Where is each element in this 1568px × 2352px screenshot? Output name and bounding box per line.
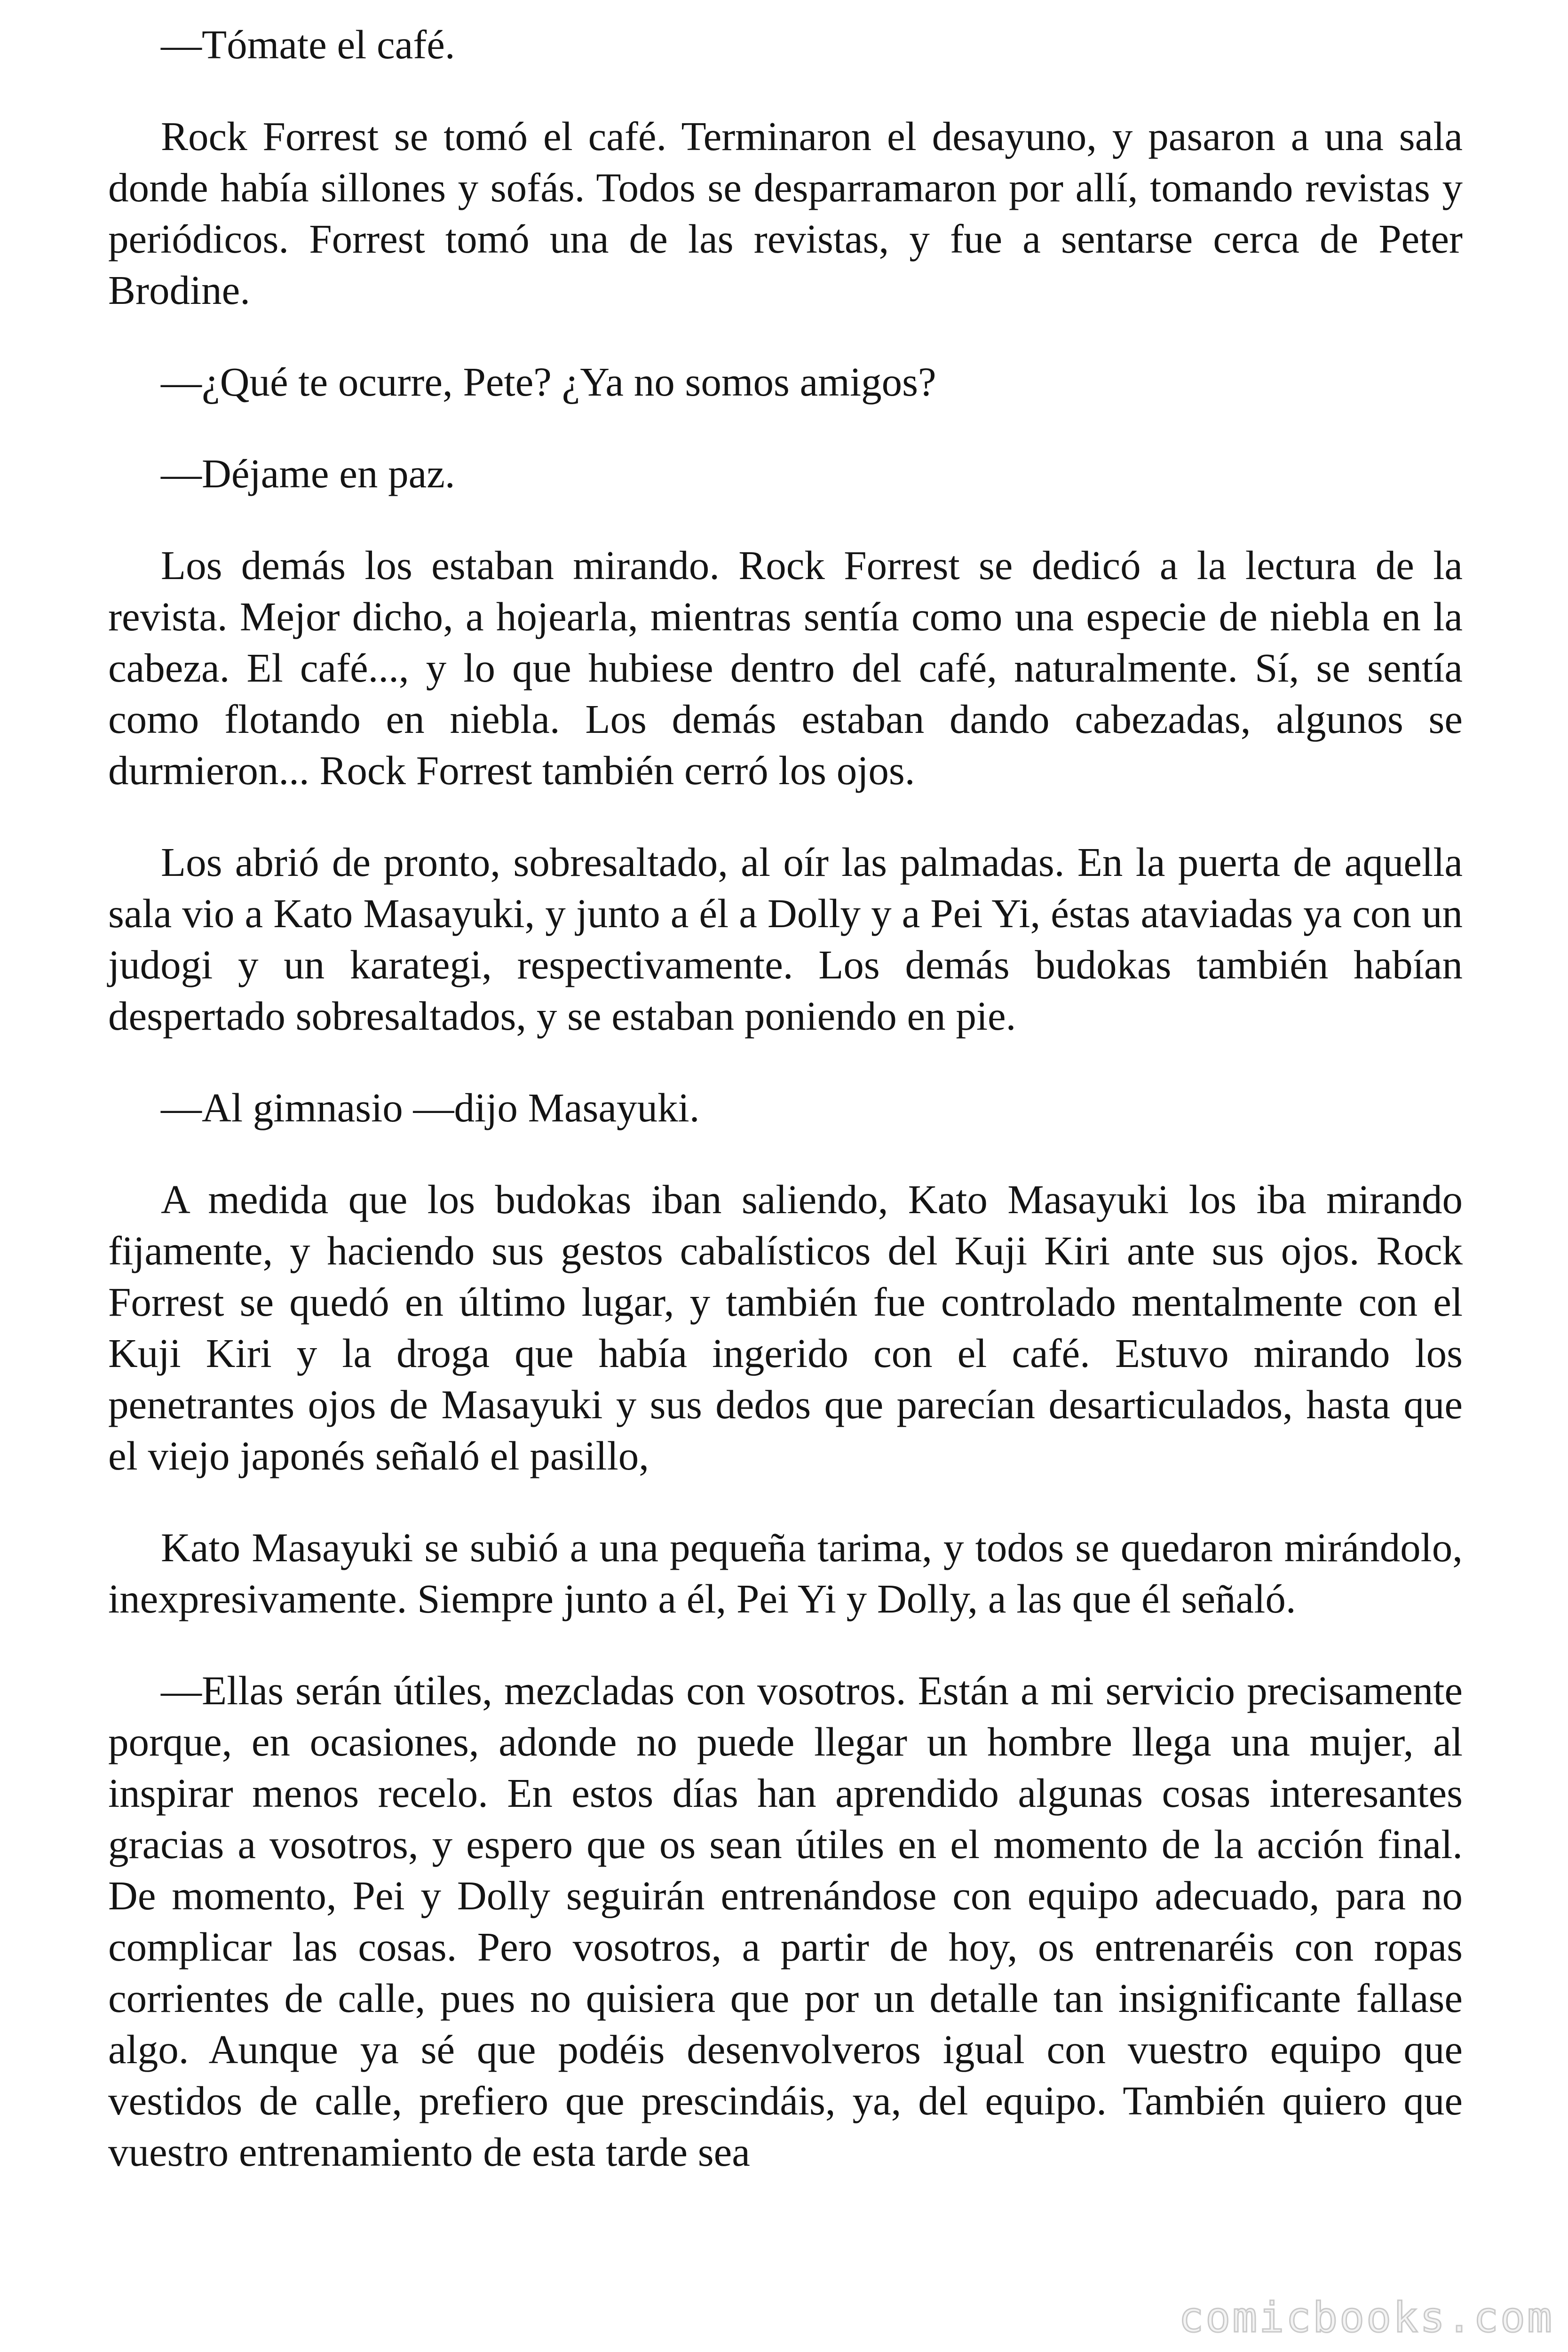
paragraph-2: Rock Forrest se tomó el café. Terminaron el desayuno, y pasaron a una sala donde había sillones y sofás. Todos se desparramaron por allí, tomando revistas y periódicos. Forrest tomó una de las revistas, y fue a sentarse cerca de Peter Brodine. [108, 113, 1463, 313]
book-page-text [108, 19, 1463, 2177]
paragraph-5: Los demás los estaban mirando. Rock Forrest se dedicó a la lectura de la revista. Mejor dicho, a hojearla, mientras sentía como una especie de niebla en la cabeza. El café..., y lo que hubiese dentro del café, naturalmente. Sí, se sentía como flotando en niebla. Los demás estaban dando cabezadas, algunos se durmieron... Rock Forrest también cerró los ojos. [108, 542, 1463, 793]
paragraph-9: Kato Masayuki se subió a una pequeña tarima, y todos se quedaron mirándolo, inexpresivamente. Siempre junto a él, Pei Yi y Dolly, a las que él señaló. [108, 1525, 1463, 1621]
paragraph-7: —Al gimnasio —dijo Masayuki. [161, 1085, 700, 1130]
paragraph-6: Los abrió de pronto, sobresaltado, al oír las palmadas. En la puerta de aquella sala vio a Kato Masayuki, y junto a él a Dolly y a Pei Yi, éstas ataviadas ya con un judogi y un karategi, respectivamente. Los demás budokas también habían despertado sobresaltados, y se estaban poniendo en pie. [108, 839, 1463, 1039]
paragraph-4: —Déjame en paz. [161, 451, 455, 496]
paragraph-1: —Tómate el café. [161, 22, 455, 67]
watermark: comicbooks.com [1179, 2293, 1554, 2342]
paragraph-8: A medida que los budokas iban saliendo, Kato Masayuki los iba mirando fijamente, y haciendo sus gestos cabalísticos del Kuji Kiri ante sus ojos. Rock Forrest se quedó en último lugar, y también fue controlado mentalmente con el Kuji Kiri y la droga que había ingerido con el café. Estuvo mirando los penetrantes ojos de Masayuki y sus dedos que parecían desarticulados, hasta que el viejo japonés señaló el pasillo, [108, 1176, 1463, 1478]
paragraph-10: —Ellas serán útiles, mezcladas con vosotros. Están a mi servicio precisamente porque, en ocasiones, adonde no puede llegar un hombre llega una mujer, al inspirar menos recelo. En estos días han aprendido algunas cosas interesantes gracias a vosotros, y espero que os sean útiles en el momento de la acción final. De momento, Pei y Dolly seguirán entrenándose con equipo adecuado, para no complicar las cosas. Pero vosotros, a partir de hoy, os entrenaréis con ropas corrientes de calle, pues no quisiera que por un detalle tan insignificante fallase algo. Aunque ya sé que podéis desenvolveros igual con vuestro equipo que vestidos de calle, prefiero que prescindáis, ya, del equipo. También quiero que vuestro entrenamiento de esta tarde sea [108, 1668, 1463, 2175]
paragraph-3: —¿Qué te ocurre, Pete? ¿Ya no somos amigos? [161, 359, 936, 405]
